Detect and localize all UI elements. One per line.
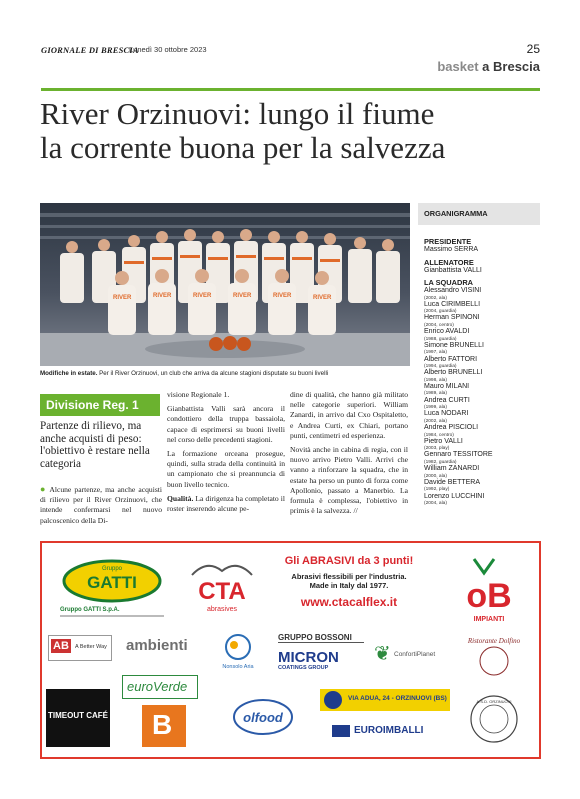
gatti-ad [56, 555, 168, 623]
jersey-text: RIVER [233, 293, 252, 299]
club-crest-icon [468, 693, 520, 745]
team-photo-illustration [40, 203, 410, 366]
organigramma-box: ORGANIGRAMMA PRESIDENTE Massimo SERRA ALLENATORE Gianbattista VALLI LA SQUADRA Alessandro VISINI (2002, ala) Luca CIRIMBELLI (2004, guardia) Herman SPINONI (2004, centro) Enrico AVALDI (1988, guardia) Simone BRUNELLI (1997, ala) Alberto FATTORI (1994, guardia) Alberto BRUNELLI (1998, ala) Mauro MILANI (1989, ala) Andrea CURTI (1999, ala) Luca NODARI (2002, ala) Andrea PISCIOLI (1984, centro) Pietro VALLI (2003, play) Gennaro TESSITORE (1982, guardia) William ZANARDI (2000, ala) Davide BETTERA (1992, play) Lorenzo LUCCHINI (2004, ala) [418, 203, 540, 506]
organigramma-title: ORGANIGRAMMA [418, 203, 540, 225]
player-info: (1989, ala) [424, 391, 447, 397]
page-header [41, 44, 540, 58]
player-info: (1998, ala) [424, 377, 447, 383]
player-info: (1992, play) [424, 487, 450, 493]
player-info: (1994, guardia) [424, 364, 457, 370]
jersey-text: RIVER [153, 293, 172, 299]
player-name: Alberto BRUNELLI [424, 369, 483, 377]
orange-b-logo-icon: B [142, 705, 186, 747]
bullet-icon: ● [40, 484, 47, 494]
jersey-text: RIVER [193, 293, 212, 299]
abetter-ad: AB A Better Way [48, 635, 112, 661]
jersey-text: RIVER [273, 293, 292, 299]
euroverde-ad: euroVerde [122, 675, 198, 699]
player-info: (1988, guardia) [424, 336, 457, 342]
fan-icon [210, 631, 266, 671]
player-info: (1997, ala) [424, 350, 447, 356]
player-name: Andrea PISCIOLI [424, 424, 479, 432]
euroimballi-ad: EUROIMBALLI [332, 723, 444, 741]
svg-text:CTA: CTA [198, 578, 246, 605]
cta-ad-text: Gli ABRASIVI da 3 punti! Abrasivi flessibili per l'industria. Made in Italy dal 1977. www.ctacalflex.it [284, 555, 414, 609]
svg-text:IMPIANTI: IMPIANTI [473, 616, 505, 623]
player-info: (2002, ala) [424, 295, 447, 301]
player-name: Luca NODARI [424, 410, 469, 418]
player-name: Lorenzo LUCCHINI [424, 492, 485, 500]
player-info: (1999, ala) [424, 405, 447, 411]
article-column-1: ● Alcune partenze, ma anche acquisti di rilievo per il River Orzinuovi, che intende confermarsi nel nuovo palcoscenico della Di- [40, 484, 162, 525]
issue-date: Lunedì 30 ottobre 2023 [129, 45, 207, 54]
ob-impianti-ad [444, 551, 534, 631]
article-column-2: visione Regionale 1. Gianbattista Valli sarà ancora il condottiero della truppa bassaiola, capace di esprimersi su buoni livelli nel corso delle precedenti stagioni. La formazione orceana prosegue, quindi, sulla strada della continuità in un campionato che si preannuncia di buon livello tecnico. Qualità. La dirigenza ha completato il roster inserendo alcune pe- [167, 390, 285, 514]
player-info: (2004, centro) [424, 322, 454, 328]
player-name: Luca CIRIMBELLI [424, 300, 481, 308]
svg-text:Nonsolo Aria: Nonsolo Aria [222, 664, 254, 670]
player-info: (2004, guardia) [424, 309, 457, 315]
nonsolo-aria-ad [210, 631, 266, 671]
circle-logo-icon [324, 691, 342, 709]
svg-text:A.S.D. ORZINUOVI: A.S.D. ORZINUOVI [476, 699, 512, 704]
player-name: Andrea CURTI [424, 396, 470, 404]
header-rule [41, 88, 540, 91]
player-info: (2004, ala) [424, 501, 447, 507]
svg-text:oB: oB [466, 577, 512, 615]
newspaper-name: GIORNALE DI BRESCIA [41, 45, 139, 55]
player-name: Pietro VALLI [424, 437, 463, 445]
player-name: Herman SPINONI [424, 314, 480, 322]
svg-text:GATTI: GATTI [87, 573, 137, 592]
jersey-text: RIVER [113, 295, 132, 301]
page-number: 25 [526, 42, 540, 56]
svg-text:Gruppo: Gruppo [101, 566, 123, 572]
eu-flag-icon [332, 725, 350, 737]
player-name: Gennaro TESSITORE [424, 451, 493, 459]
bossoni-micron-ad: GRUPPO BOSSONI MICRON COATINGS GROUP [278, 633, 364, 677]
svg-text:Gruppo GATTI S.p.A.: Gruppo GATTI S.p.A. [60, 607, 120, 613]
timeout-cafe-ad: TIMEOUT CAFÉ [46, 689, 110, 747]
player-name: Mauro MILANI [424, 382, 470, 390]
svg-text:abrasives: abrasives [207, 606, 237, 613]
roster-list [424, 287, 534, 506]
headline: River Orzinuovi: lungo il fiume la corrente buona per la salvezza [40, 96, 446, 165]
player-name: Enrico AVALDI [424, 328, 470, 336]
gatti-logo-icon [56, 555, 168, 623]
svg-text:Ristorante Dolfino: Ristorante Dolfino [467, 637, 521, 645]
player-info: (1982, guardia) [424, 459, 457, 465]
ristorante-ad [458, 633, 530, 685]
via-adua-ad: VIA ADUA, 24 - ORZINUOVI (BS) [320, 689, 450, 711]
olfood-ad [232, 697, 294, 737]
section-label: basket a Brescia [437, 59, 540, 74]
sponsor-ads [40, 541, 541, 759]
player-name: Simone BRUNELLI [424, 341, 484, 349]
svg-text:olfood: olfood [243, 710, 283, 725]
division-banner: Divisione Reg. 1 [40, 394, 160, 416]
photo-caption: Modifiche in estate. Per il River Orzinuovi, un club che arriva da alcune stagioni disputate su buoni livelli [40, 370, 329, 377]
cta-logo [182, 553, 262, 621]
leaf-icon: ❦ [374, 643, 391, 665]
player-name: Davide BETTERA [424, 478, 481, 486]
jersey-text: RIVER [313, 295, 332, 301]
player-name: Alessandro VISINI [424, 287, 482, 294]
player-name: Alberto FATTORI [424, 355, 478, 363]
team-photo [40, 203, 410, 366]
conforti-ad: ❦ ConfortiPlanet [374, 643, 436, 665]
player-info: (2000, ala) [424, 473, 447, 479]
player-info: (1984, centro) [424, 432, 454, 438]
player-info: (2003, play) [424, 446, 450, 452]
ambienti-ad: ambienti [126, 637, 188, 654]
article-subhead: Partenze di rilievo, ma anche acquisti di peso: l'obiettivo è restare nella categoria [40, 420, 150, 470]
article-column-3: dine di qualità, che hanno già militato nelle categorie superiori. William Zanardi, in arrivo dal Cxo Ospitaletto, e Andrea Curti, ex Chiari, portano punti, centimetri ed esperienza. Novità anche in cabina di regia, con il nuovo arrivo Pietro Valli. Arrivi che vanno a rinforzare la squadra, che in estate ha perso un punto di forza come Apollonio, passato a Manerbio. La formula è complessa, l'obiettivo in primis è la salvezza. // [290, 390, 408, 516]
player-name: William ZANARDI [424, 465, 480, 473]
player-info: (2002, ala) [424, 418, 447, 424]
